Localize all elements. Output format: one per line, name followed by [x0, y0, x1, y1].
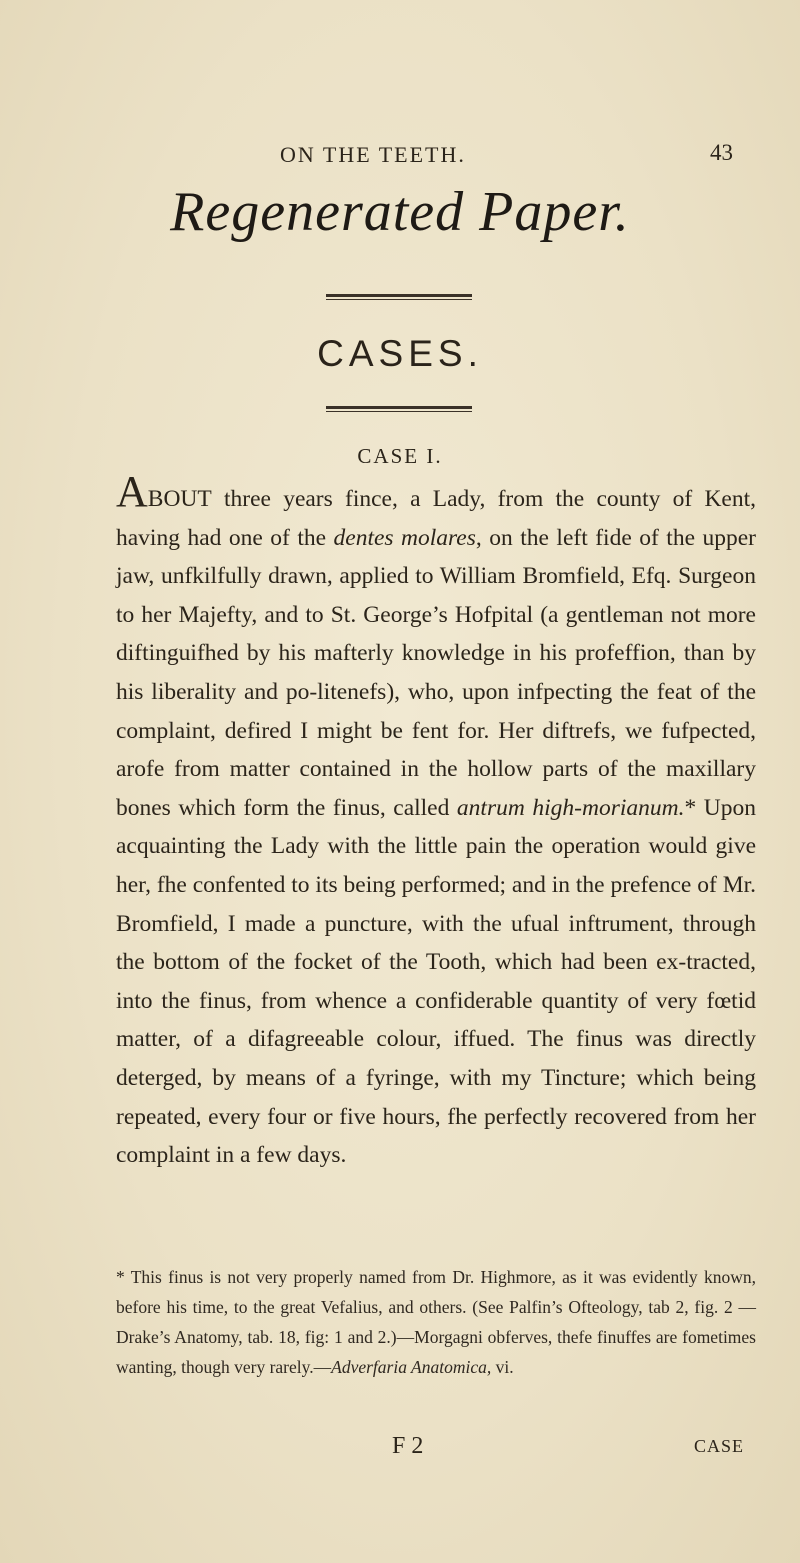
- running-head: [0, 142, 800, 172]
- case-body-paragraph: [116, 467, 756, 1175]
- section-heading: CASES.: [317, 333, 483, 374]
- body-text-3: * Upon acquainting the Lady with the little pain the operation would give her, fhe confented to its being performed; and in the prefence of Mr. Bromfield, I made a puncture, with the ufual inftrument, through the bottom of the focket of the Tooth, which had been ex-tracted, into the finus, from whence a confiderable quantity of very fœtid matter, of a difagreeable colour, iffued. The finus was directly deterged, by means of a fyringe, with my Tincture; which being repeated, every four or five hours, fhe perfectly recovered from her complaint in a few days.: [116, 794, 756, 1169]
- body-italic-2: antrum high-morianum.: [456, 794, 685, 821]
- lead-word: BOUT: [147, 486, 212, 512]
- body-text-1: three years fince, a Lady, from the county of Kent, having had one of the: [116, 486, 756, 551]
- body-text-2: , on the left fide of the upper jaw, unfkilfully drawn, applied to William Bromfield, Efq. Surgeon to her Majefty, and to St. George’s Hofpital (a gentleman not more diftinguifhed by his mafterly knowledge in his profeffion, than by his liberality and po-litenefs), who, upon infpecting the feat of the complaint, defired I might be fent for. Her diftrefs, we fufpected, arofe from matter contained in the hollow parts of the maxillary bones which form the finus, called: [116, 524, 756, 821]
- case-heading: CASE I.: [357, 444, 443, 468]
- footnote: [116, 1262, 756, 1382]
- catchword: CASE: [694, 1436, 745, 1456]
- footnote-text-1: * This finus is not very properly named from Dr. Highmore, as it was evidently known, before his time, to the great Vefalius, and others. (See Palfin’s Ofteology, tab 2, fig. 2 —Drake’s Anatomy, tab. 18, fig: 1 and 2.)—Morgagni obferves, thefe finuffes are fometimes wanting, though very rarely.—: [116, 1267, 756, 1377]
- page-number: 43: [710, 140, 733, 165]
- footnote-text-2: vi.: [491, 1357, 514, 1377]
- body-italic-1: dentes molares: [333, 524, 476, 551]
- signature-mark: F 2: [392, 1433, 424, 1459]
- regenerated-paper-stamp: Regenerated Paper.: [170, 181, 630, 243]
- double-rule-top: [326, 294, 472, 300]
- double-rule-bottom: [326, 406, 472, 412]
- drop-cap: A: [116, 467, 148, 516]
- footnote-italic: Adverfaria Anatomica,: [331, 1357, 492, 1377]
- running-title: ON THE TEETH.: [280, 142, 466, 167]
